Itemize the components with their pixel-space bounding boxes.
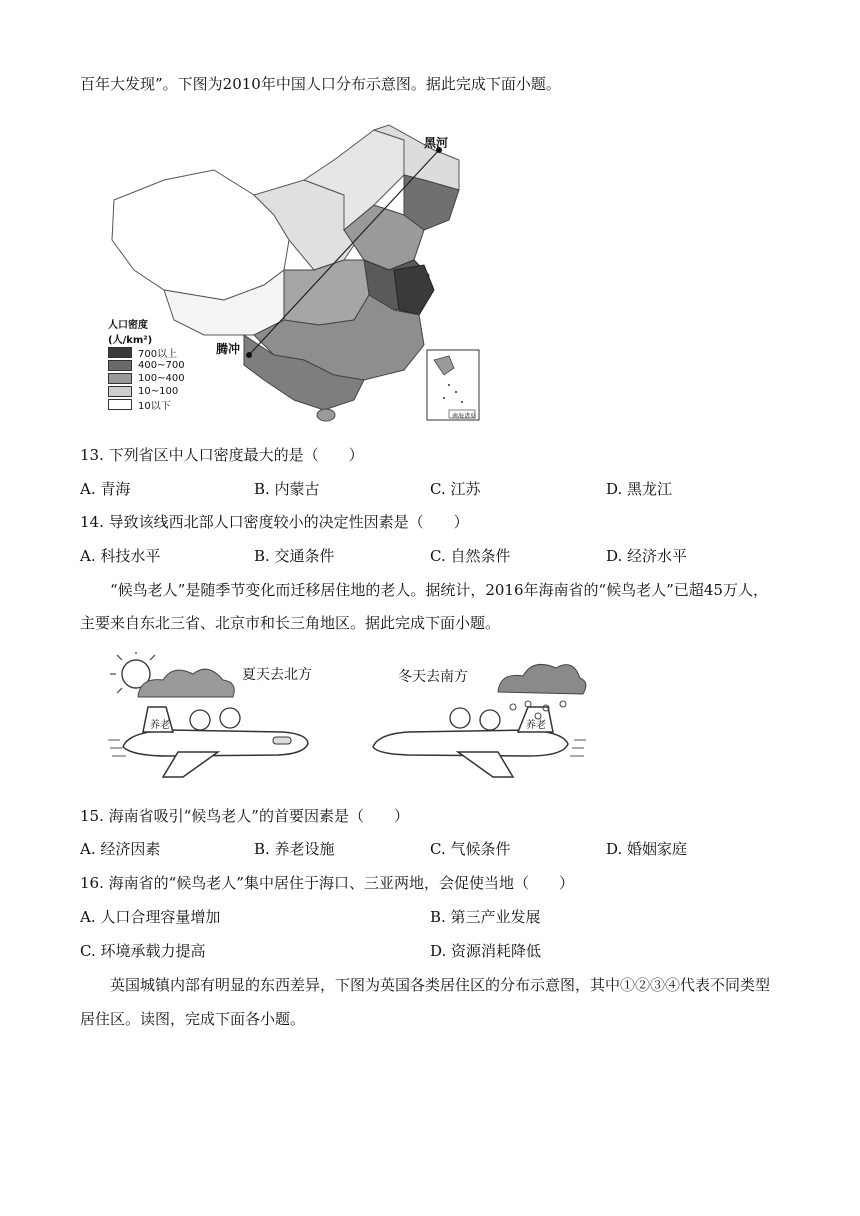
passage-3-line-1: 英国城镇内部有明显的东西差异，下图为英国各类居住区的分布示意图，其中①②③④代表不同类型 <box>110 976 771 994</box>
legend-row <box>108 359 198 372</box>
city-label-heihe: 黑河 <box>424 136 449 150</box>
q13-option-d: D. 黑龙江 <box>606 480 673 498</box>
airplane-right-icon <box>373 707 586 777</box>
legend-swatch <box>108 360 132 371</box>
q16-option-d: D. 资源消耗降低 <box>430 942 542 960</box>
legend-label: 100~400 <box>138 373 185 384</box>
map-legend <box>108 316 198 411</box>
legend-label: 10~100 <box>138 386 179 397</box>
legend-row <box>108 346 198 359</box>
caption-summer-north: 夏天去北方 <box>242 667 312 683</box>
legend-label: 10以下 <box>138 401 171 412</box>
q13-option-c: C. 江苏 <box>430 480 481 498</box>
q15-option-a: A. 经济因素 <box>80 840 161 858</box>
cloud-icon <box>138 669 234 697</box>
legend-swatch <box>108 373 132 384</box>
legend-swatch <box>108 399 132 410</box>
q14-option-b: B. 交通条件 <box>254 547 335 565</box>
airplane-left-icon <box>108 707 308 777</box>
passage-3-line-2: 居住区。读图，完成下面各小题。 <box>80 1010 306 1028</box>
q14-option-c: C. 自然条件 <box>430 547 511 565</box>
legend-row <box>108 398 198 411</box>
q15-option-b: B. 养老设施 <box>254 840 335 858</box>
legend-unit: (人/km²) <box>108 335 153 346</box>
question-15-stem: 15. 海南省吸引“候鸟老人”的首要因素是（ ） <box>80 807 409 825</box>
snow-cloud-icon <box>498 664 586 694</box>
q16-option-c: C. 环境承载力提高 <box>80 942 206 960</box>
legend-label: 700以上 <box>138 349 178 360</box>
q15-option-c: C. 气候条件 <box>430 840 511 858</box>
passage-2-line-2: 主要来自东北三省、北京市和长三角地区。据此完成下面小题。 <box>80 614 501 632</box>
q13-option-b: B. 内蒙古 <box>254 480 320 498</box>
city-label-tengchong: 腾冲 <box>216 342 241 356</box>
passage-2-line-1: “候鸟老人”是随季节变化而迁移居住地的老人。据统计，2016年海南省的“候鸟老人”已超45万人， <box>110 581 768 599</box>
inset-label: 南海诸岛 <box>452 413 477 420</box>
legend-label: 400~700 <box>138 360 185 371</box>
legend-title: 人口密度 <box>108 320 148 331</box>
plane-text-left: 养老 <box>150 720 170 731</box>
legend-row <box>108 372 198 385</box>
q15-option-d: D. 婚姻家庭 <box>606 840 688 858</box>
q16-option-b: B. 第三产业发展 <box>430 908 541 926</box>
china-population-map <box>104 120 484 425</box>
q16-option-a: A. 人口合理容量增加 <box>80 908 221 926</box>
question-16-stem: 16. 海南省的“候鸟老人”集中居住于海口、三亚两地，会促使当地（ ） <box>80 874 574 892</box>
q13-option-a: A. 青海 <box>80 480 131 498</box>
caption-winter-south: 冬天去南方 <box>398 669 468 685</box>
plane-text-right: 养老 <box>526 720 546 731</box>
question-14-stem: 14. 导致该线西北部人口密度较小的决定性因素是（ ） <box>80 513 469 531</box>
q14-option-d: D. 经济水平 <box>606 547 688 565</box>
legend-swatch <box>108 347 132 358</box>
cartoon-graphic <box>108 652 588 782</box>
legend-swatch <box>108 386 132 397</box>
migratory-elderly-cartoon <box>108 652 588 782</box>
q14-option-a: A. 科技水平 <box>80 547 161 565</box>
intro-text: 百年大发现”。下图为2010年中国人口分布示意图。据此完成下面小题。 <box>80 75 561 93</box>
question-13-stem: 13. 下列省区中人口密度最大的是（ ） <box>80 446 364 464</box>
